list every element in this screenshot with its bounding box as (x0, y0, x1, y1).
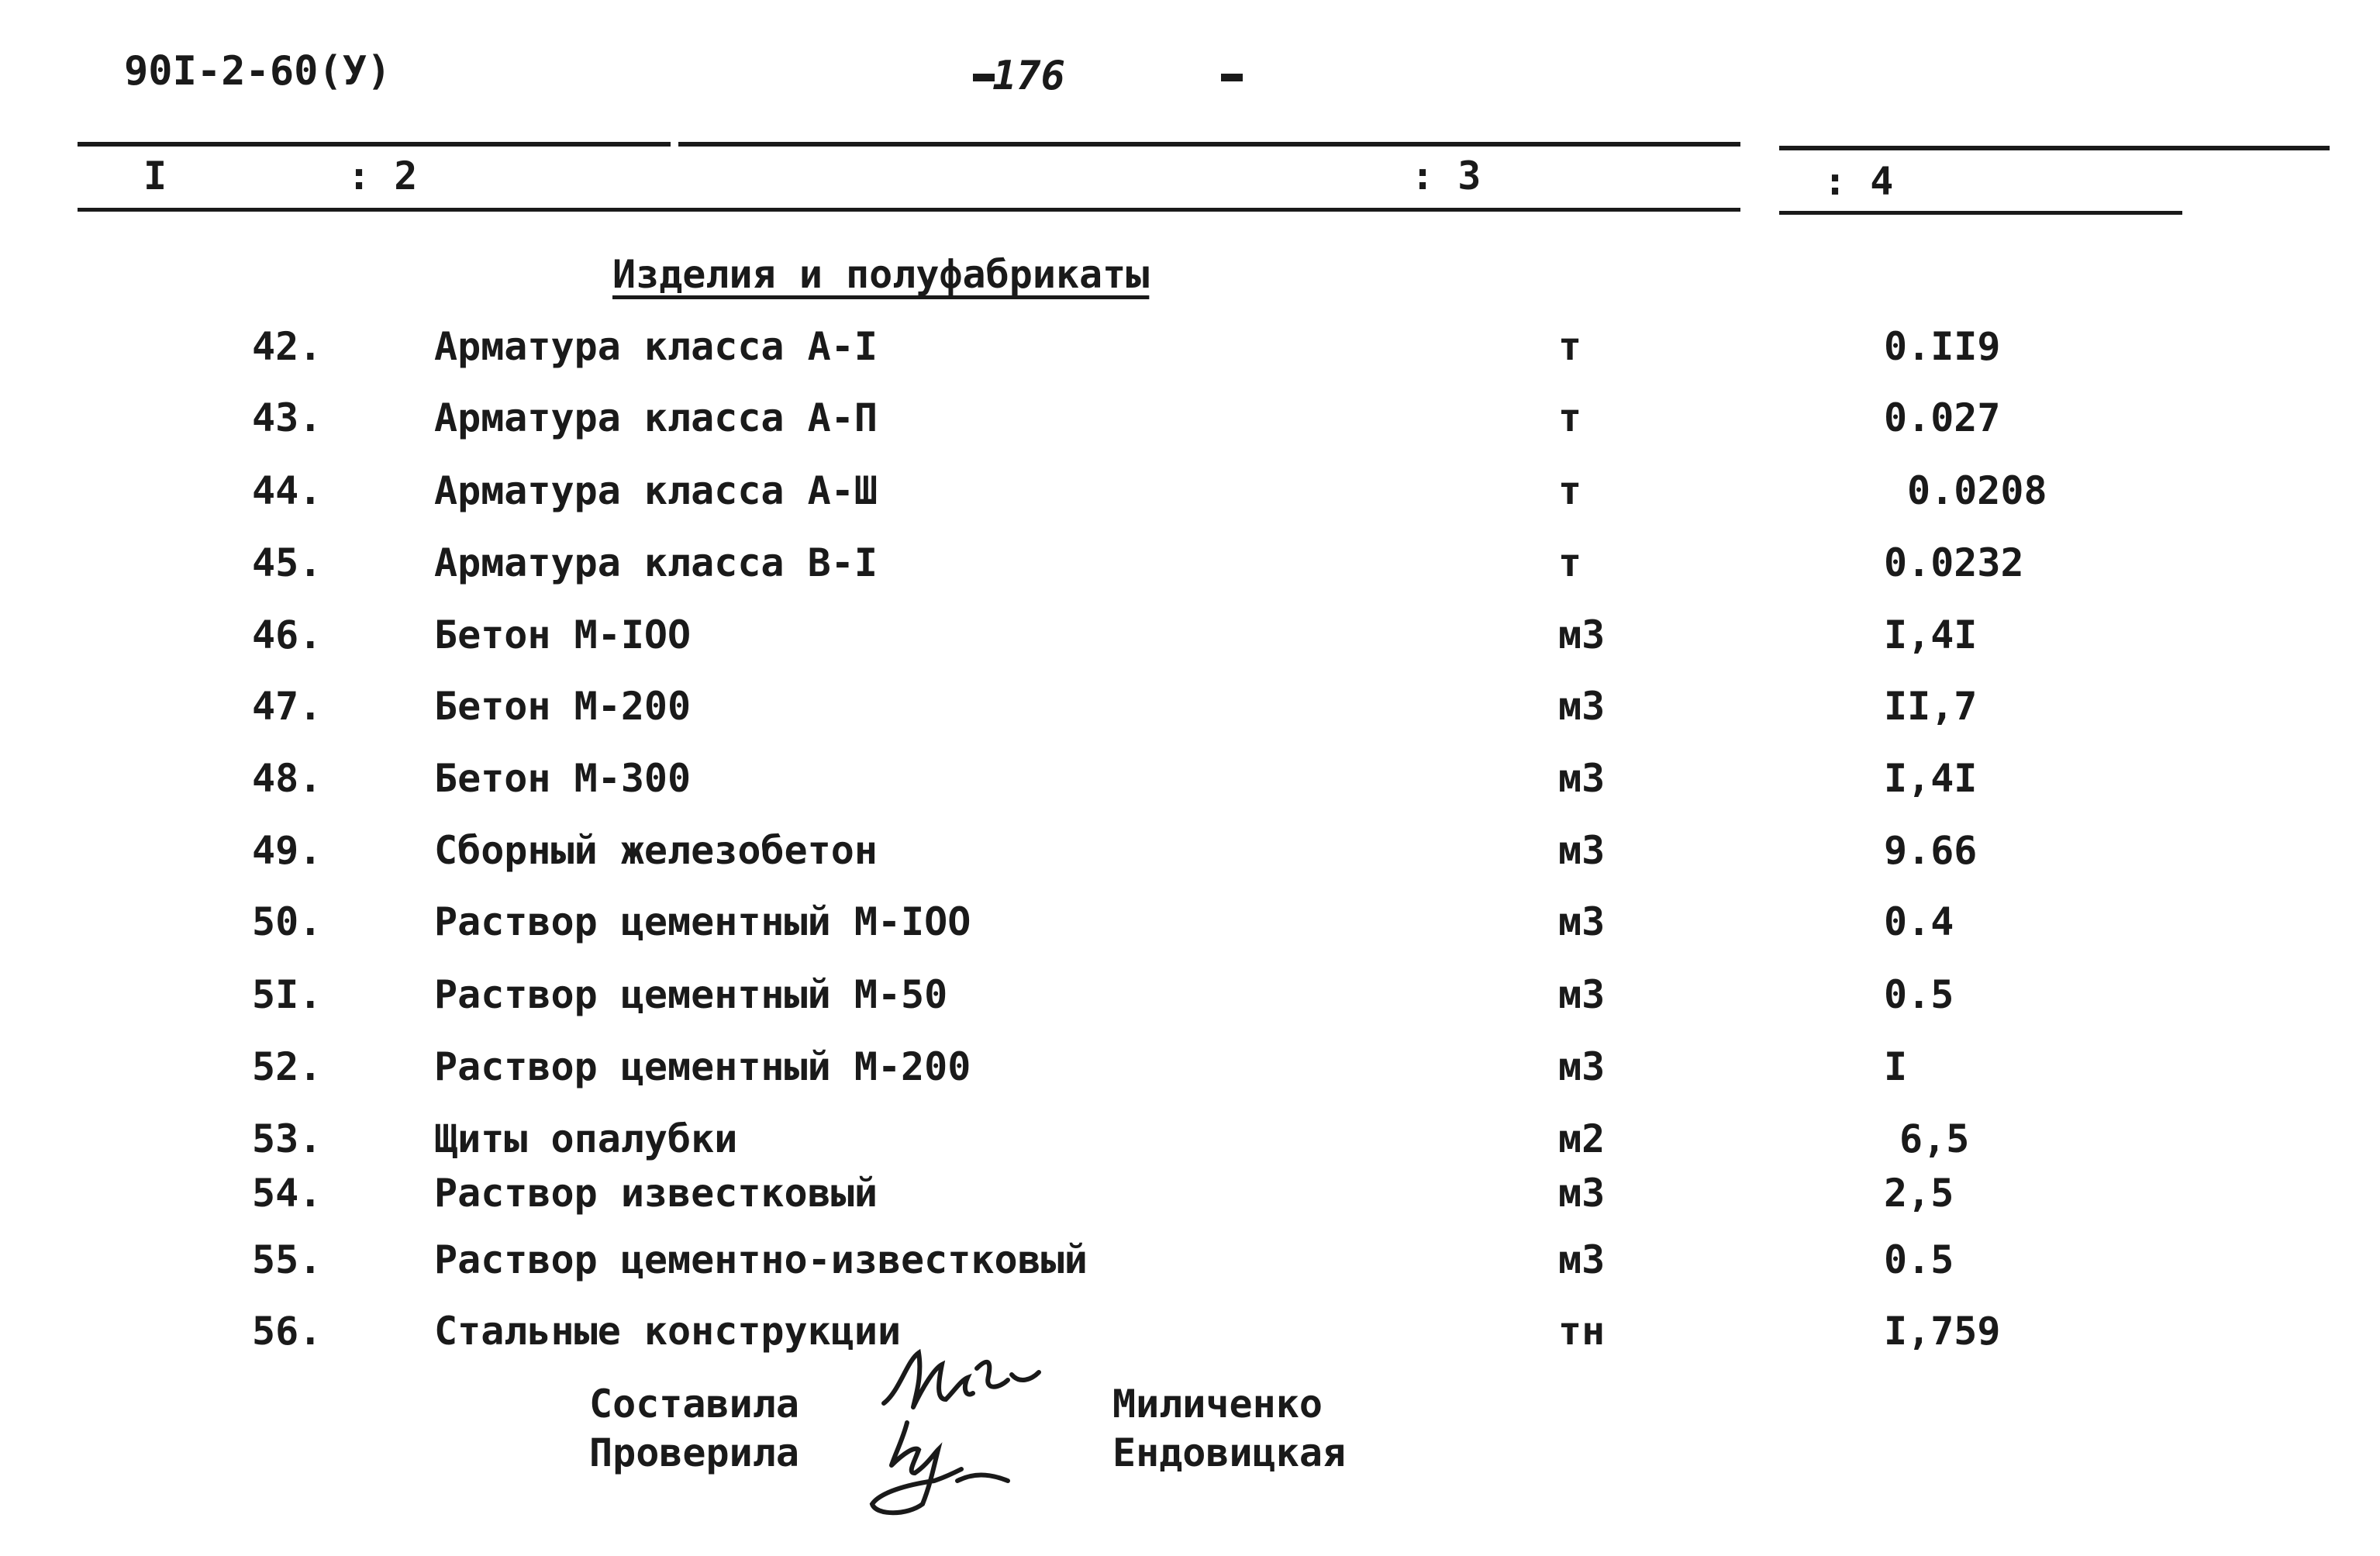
row-name: Арматура класса А-П (434, 395, 878, 440)
row-unit: т (1558, 468, 1582, 513)
row-number: 54. (252, 1171, 323, 1216)
row-quantity: 6,5 (1899, 1116, 1970, 1161)
row-name: Раствор цементный М-IOO (434, 899, 971, 944)
compiled-by-name: Миличенко (1112, 1382, 1323, 1427)
row-number: 48. (252, 756, 323, 801)
row-name: Бетон М-IOO (434, 612, 692, 657)
row-name: Раствор цементный М-200 (434, 1044, 971, 1089)
row-quantity: I,4I (1884, 756, 1978, 801)
row-number: 56. (252, 1309, 323, 1354)
row-unit: тн (1558, 1309, 1606, 1354)
column-header-1: I (143, 154, 167, 198)
row-number: 49. (252, 828, 323, 873)
row-quantity: 0.4 (1884, 899, 1954, 944)
row-unit: м3 (1558, 899, 1606, 944)
row-quantity: I,759 (1884, 1309, 2001, 1354)
row-number: 5I. (252, 972, 323, 1017)
row-name: Раствор известковый (434, 1171, 878, 1216)
row-quantity: 0.5 (1884, 972, 1954, 1017)
row-number: 47. (252, 684, 323, 729)
row-number: 44. (252, 468, 323, 513)
table-row (0, 1044, 2380, 1106)
table-row (0, 1237, 2380, 1299)
row-unit: м3 (1558, 1171, 1606, 1216)
table-row (0, 395, 2380, 457)
table-row (0, 1309, 2380, 1371)
row-number: 45. (252, 540, 323, 585)
row-number: 50. (252, 899, 323, 944)
row-name: Арматура класса В-I (434, 540, 878, 585)
checked-by-name: Ендовицкая (1112, 1430, 1347, 1475)
column-header-3: : 3 (1411, 154, 1481, 198)
page-number: 176 (992, 53, 1065, 99)
row-name: Бетон М-300 (434, 756, 692, 801)
row-name: Щиты опалубки (434, 1116, 738, 1161)
row-quantity: 2,5 (1884, 1171, 1954, 1216)
header-rule-top-1 (78, 142, 671, 147)
row-unit: м3 (1558, 1237, 1606, 1282)
row-quantity: 0.027 (1884, 395, 2001, 440)
section-title: Изделия и полуфабрикаты (612, 252, 1150, 297)
row-number: 42. (252, 324, 323, 369)
checked-signature-icon (861, 1407, 1023, 1523)
row-number: 52. (252, 1044, 323, 1089)
header-rule-top-2 (678, 142, 1740, 147)
header-rule-top-3 (1779, 146, 2330, 150)
header-rule-bottom-1 (78, 208, 1740, 212)
row-unit: м3 (1558, 756, 1606, 801)
row-unit: т (1558, 540, 1582, 585)
table-row (0, 684, 2380, 746)
row-unit: м3 (1558, 828, 1606, 873)
document-code: 90I-2-60(У) (124, 48, 391, 95)
row-quantity: 0.II9 (1884, 324, 2001, 369)
table-row (0, 468, 2380, 530)
row-unit: м2 (1558, 1116, 1606, 1161)
row-name: Сборный железобетон (434, 828, 878, 873)
row-number: 46. (252, 612, 323, 657)
row-quantity: 0.5 (1884, 1237, 1954, 1282)
column-header-4: : 4 (1823, 159, 1894, 204)
row-unit: м3 (1558, 972, 1606, 1017)
row-name: Арматура класса А-Ш (434, 468, 878, 513)
row-quantity: 9.66 (1884, 828, 1978, 873)
header-rule-bottom-2 (1779, 211, 2182, 215)
row-unit: м3 (1558, 1044, 1606, 1089)
compiled-by-label: Составила (589, 1382, 799, 1427)
row-number: 43. (252, 395, 323, 440)
row-quantity: II,7 (1884, 684, 1978, 729)
column-header-2: : 2 (347, 154, 418, 198)
row-name: Бетон М-200 (434, 684, 692, 729)
table-row (0, 899, 2380, 961)
row-number: 55. (252, 1237, 323, 1282)
table-row (0, 612, 2380, 674)
row-name: Раствор цементный М-50 (434, 972, 948, 1017)
row-unit: м3 (1558, 612, 1606, 657)
row-name: Арматура класса А-I (434, 324, 878, 369)
row-unit: т (1558, 395, 1582, 440)
row-name: Раствор цементно-известковый (434, 1237, 1088, 1282)
table-row (0, 756, 2380, 818)
row-number: 53. (252, 1116, 323, 1161)
row-unit: т (1558, 324, 1582, 369)
table-row (0, 1171, 2380, 1233)
row-quantity: I,4I (1884, 612, 1978, 657)
row-quantity: I (1884, 1044, 1908, 1089)
table-row (0, 324, 2380, 386)
table-row (0, 828, 2380, 890)
page-dash-left (973, 74, 995, 81)
table-row (0, 1116, 2380, 1178)
checked-by-label: Проверила (589, 1430, 799, 1475)
page-dash-right (1221, 74, 1243, 81)
row-quantity: 0.0232 (1884, 540, 2024, 585)
row-quantity: 0.0208 (1907, 468, 2047, 513)
table-row (0, 540, 2380, 602)
row-name: Стальные конструкции (434, 1309, 902, 1354)
table-row (0, 972, 2380, 1034)
row-unit: м3 (1558, 684, 1606, 729)
